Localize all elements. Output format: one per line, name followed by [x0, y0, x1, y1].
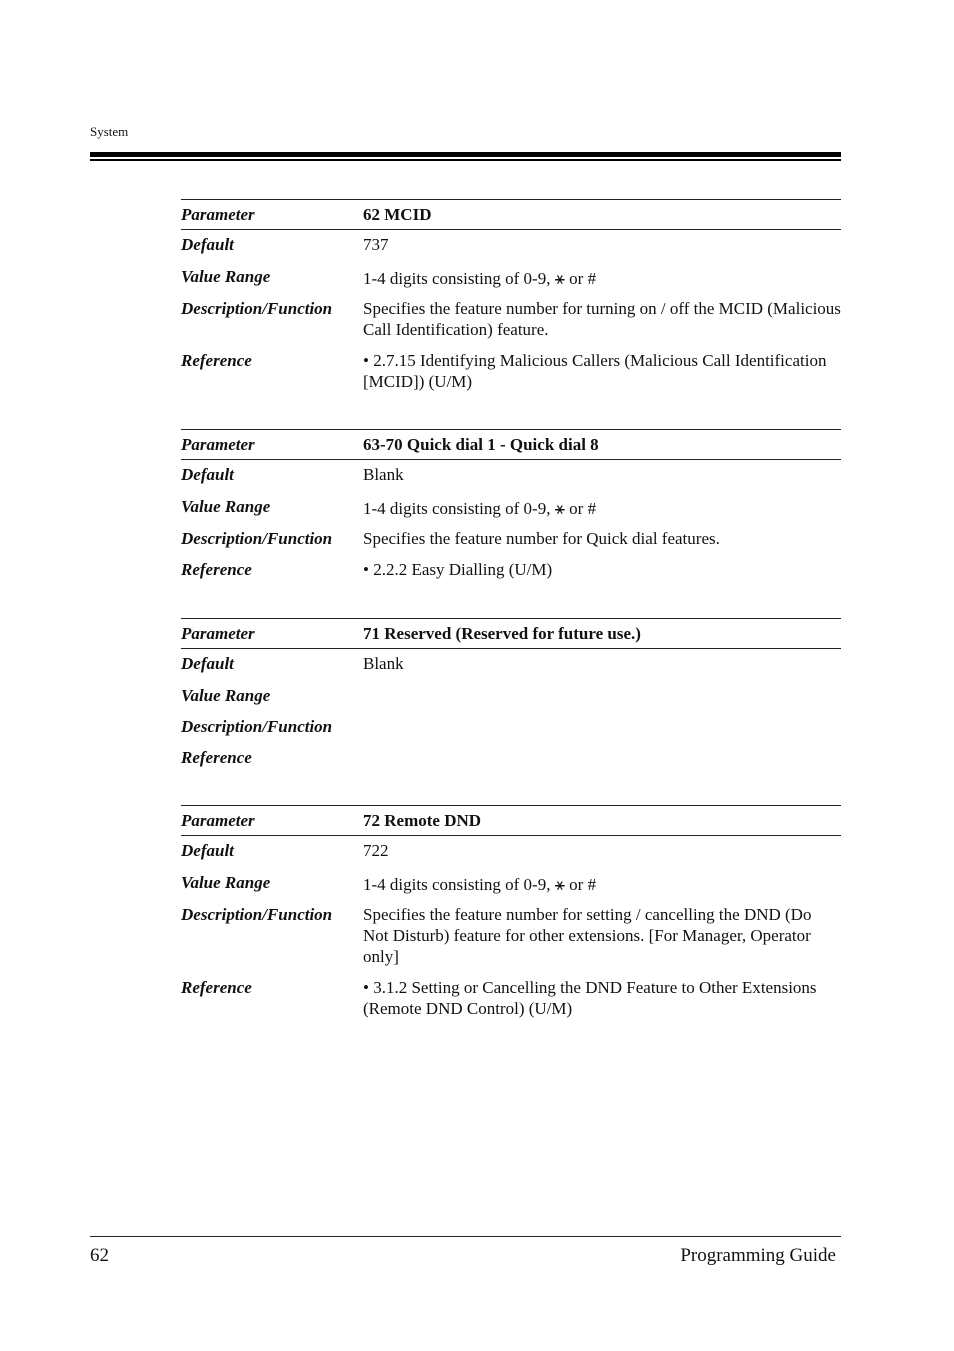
- default-value: 722: [363, 841, 389, 860]
- reference-value: • 2.2.2 Easy Dialling (U/M): [363, 560, 553, 579]
- default-row: [181, 840, 841, 861]
- parameter-row: [181, 199, 841, 230]
- header-rule-thin: [90, 159, 841, 161]
- default-value: Blank: [363, 465, 404, 484]
- reference-label: Reference: [181, 748, 252, 767]
- reference-label: Reference: [181, 351, 252, 370]
- parameter-value: 62 MCID: [363, 204, 432, 224]
- description-label: Description/Function: [181, 905, 333, 924]
- default-label: Default: [181, 235, 234, 254]
- value-range-value: 1-4 digits consisting of 0-9, ⚹ or #: [363, 269, 597, 288]
- default-value: Blank: [363, 654, 404, 673]
- footer-rule: [90, 1236, 841, 1237]
- reference-row: [181, 977, 841, 1019]
- value-range-row: [181, 496, 841, 517]
- reference-label: Reference: [181, 560, 252, 579]
- description-row: [181, 904, 841, 967]
- description-row: [181, 298, 841, 340]
- reference-label: Reference: [181, 978, 252, 997]
- parameter-value: 71 Reserved (Reserved for future use.): [363, 623, 641, 643]
- description-value: Specifies the feature number for Quick dial features.: [363, 529, 720, 548]
- reference-value: • 3.1.2 Setting or Cancelling the DND Feature to Other Extensions (Remote DND Control) (U/M): [363, 978, 817, 1018]
- default-row: [181, 234, 841, 255]
- description-row: [181, 528, 841, 549]
- section-label: System: [90, 124, 129, 139]
- reference-row: [181, 559, 841, 580]
- value-range-label: Value Range: [181, 873, 271, 892]
- parameter-row: [181, 618, 841, 649]
- description-row: [181, 716, 841, 737]
- parameter-label: Parameter: [181, 810, 255, 830]
- parameter-value: 72 Remote DND: [363, 810, 482, 830]
- header-rule-thick: [90, 152, 841, 157]
- parameter-label: Parameter: [181, 434, 255, 454]
- parameter-table-reserved: [181, 618, 841, 768]
- page-number: 62: [90, 1245, 109, 1266]
- value-range-label: Value Range: [181, 497, 271, 516]
- default-row: [181, 464, 841, 485]
- description-label: Description/Function: [181, 529, 333, 548]
- value-range-label: Value Range: [181, 267, 271, 286]
- value-range-value: 1-4 digits consisting of 0-9, ⚹ or #: [363, 875, 597, 894]
- default-label: Default: [181, 841, 234, 860]
- default-row: [181, 653, 841, 674]
- value-range-value: 1-4 digits consisting of 0-9, ⚹ or #: [363, 499, 597, 518]
- parameter-table-quick-dial: [181, 429, 841, 580]
- default-label: Default: [181, 654, 234, 673]
- parameter-table-mcid: [181, 199, 841, 392]
- value-range-row: [181, 266, 841, 287]
- reference-value: • 2.7.15 Identifying Malicious Callers (Malicious Call Identification [MCID]) (U/M): [363, 351, 827, 391]
- parameter-label: Parameter: [181, 623, 255, 643]
- parameter-row: [181, 805, 841, 836]
- value-range-row: [181, 685, 841, 706]
- parameter-row: [181, 429, 841, 460]
- reference-row: [181, 350, 841, 392]
- parameter-table-remote-dnd: [181, 805, 841, 1019]
- guide-name: Programming Guide: [680, 1245, 836, 1266]
- reference-row: [181, 747, 841, 768]
- parameter-label: Parameter: [181, 204, 255, 224]
- description-label: Description/Function: [181, 299, 333, 318]
- parameter-value: 63-70 Quick dial 1 - Quick dial 8: [363, 434, 599, 454]
- description-label: Description/Function: [181, 717, 333, 736]
- default-label: Default: [181, 465, 234, 484]
- value-range-label: Value Range: [181, 686, 271, 705]
- header-rule: [90, 152, 841, 161]
- description-value: Specifies the feature number for turning on / off the MCID (Malicious Call Identification) feature.: [363, 299, 841, 339]
- value-range-row: [181, 872, 841, 893]
- description-value: Specifies the feature number for setting / cancelling the DND (Do Not Disturb) feature for other extensions. [For Manager, Operator only]: [363, 905, 812, 966]
- default-value: 737: [363, 235, 389, 254]
